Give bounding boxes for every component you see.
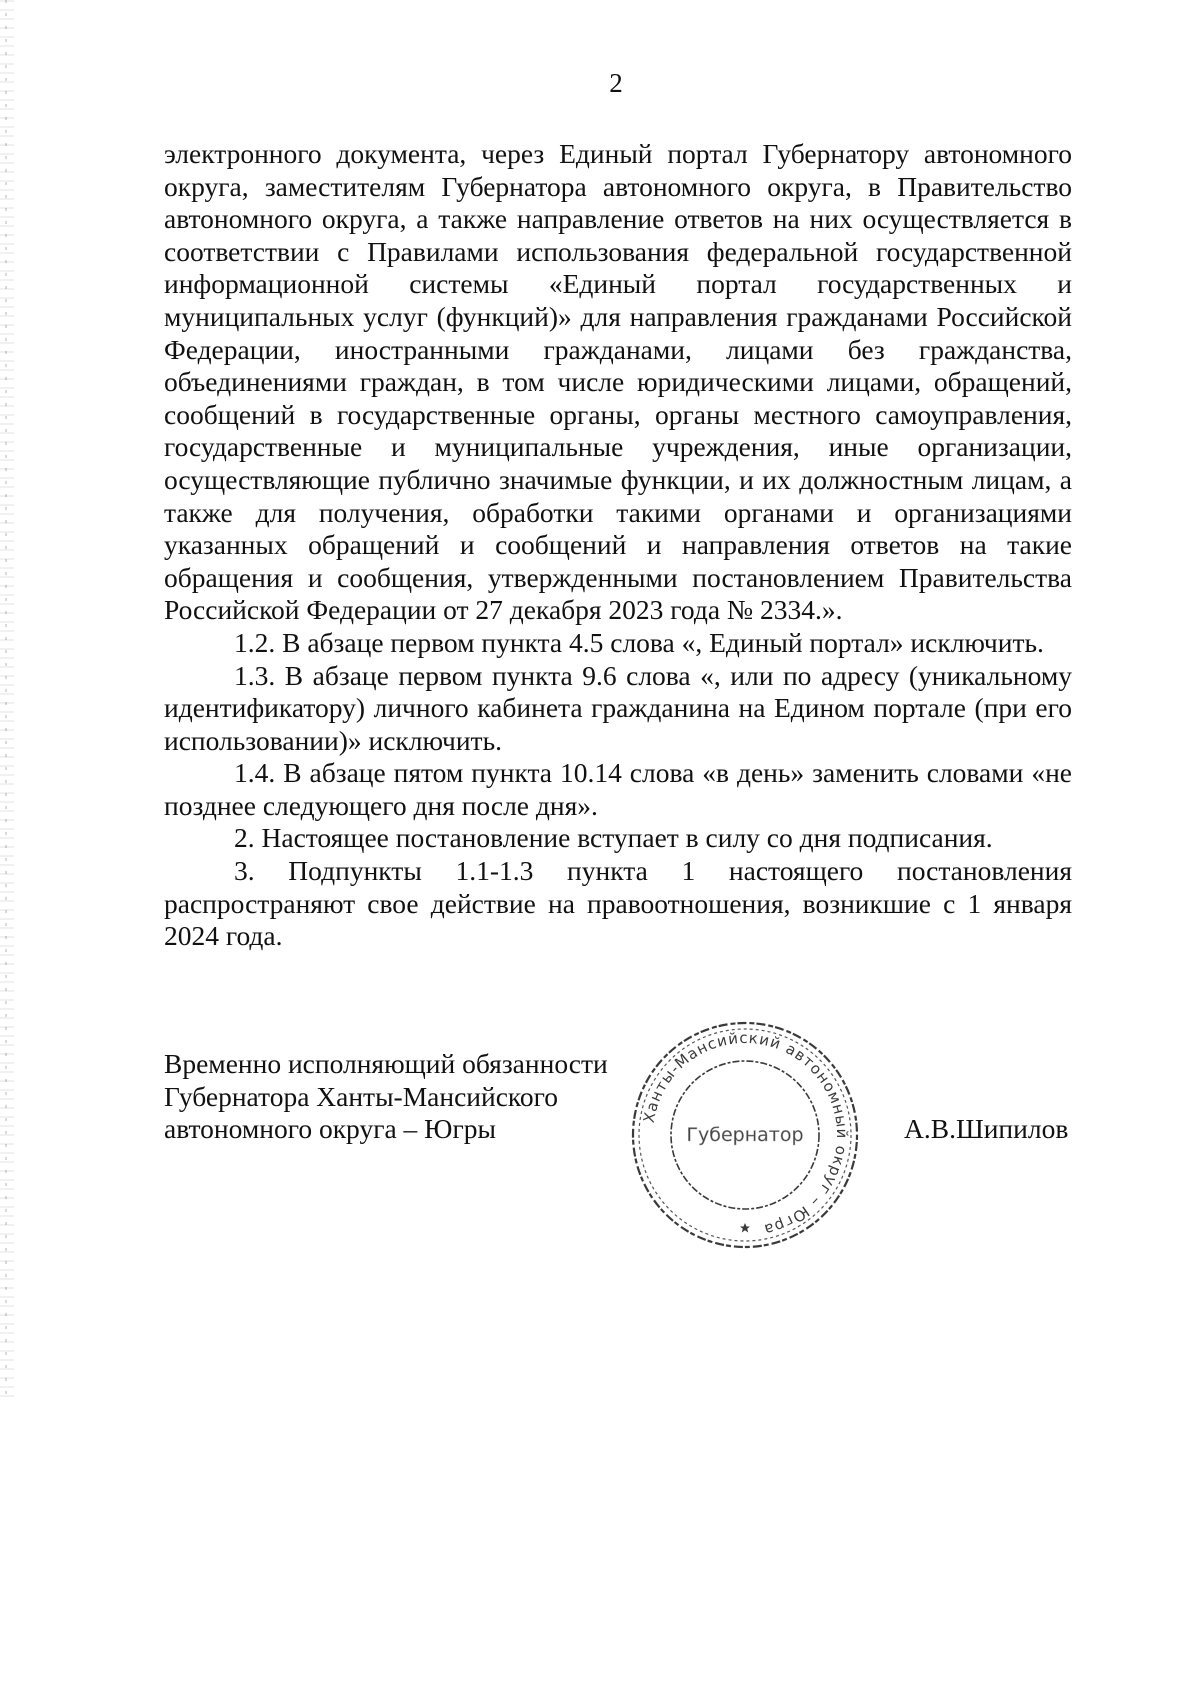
paragraph-1-4: 1.4. В абзаце пятом пункта 10.14 слова «в день» заменить словами «не позднее следующего дня после дня». xyxy=(164,757,1072,821)
document-body xyxy=(164,138,1072,953)
paragraph-2: 2. Настоящее постановление вступает в силу со дня подписания. xyxy=(234,822,993,854)
official-seal xyxy=(620,1010,870,1260)
paragraph-1-3: 1.3. В абзаце первом пункта 9.6 слова «, или по адресу (уникальному идентификатору) личного кабинета гражданина на Едином портале (при его использовании)» исключить. xyxy=(164,659,1072,756)
scan-edge-artifact-line xyxy=(5,0,7,1400)
star-icon xyxy=(740,1223,750,1233)
position-line-2: Губернатора Ханты-Мансийского xyxy=(164,1080,558,1112)
seal-ring-text: Ханты-Мансийский автономный округ – Югра xyxy=(639,1028,852,1240)
position-line-1: Временно исполняющий обязанности xyxy=(164,1048,608,1079)
paragraph-3: 3. Подпункты 1.1-1.3 пункта 1 настоящего постановления распространяют свое действие на правоотношения, возникшие с 1 января 2024 года. xyxy=(164,855,1072,952)
scan-edge-artifact xyxy=(0,0,14,1400)
paragraph-1-2: 1.2. В абзаце первом пункта 4.5 слова «, Единый портал» исключить. xyxy=(234,626,1044,658)
paragraph-continuation: электронного документа, через Единый портал Губернатору автономного округа, заместителям Губернатора автономного округа, в Правительство автономного округа, а также направление ответов на них осуществляется в соответствии с Правилами использования федеральной государственной информационной системы «Единый портал государственных и муниципальных услуг (функций)» для направления гражданами Российской Федерации, иностранными гражданами, лицами без гражданства, объединениями граждан, в том числе юридическими лицами, обращений, сообщений в государственные органы, органы местного самоуправления, государственные и муниципальные учреждения, иные организации, осуществляющие публично значимые функции, и их должностным лицам, а также для получения, обработки такими органами и организациями указанных обращений и сообщений и направления ответов на такие обращения и сообщения, утвержденными постановлением Правительства Российской Федерации от 27 декабря 2023 года № 2334.». xyxy=(164,138,1072,626)
signatory-name: А.В.Шипилов xyxy=(904,1113,1069,1144)
page-number: 2 xyxy=(609,68,623,98)
seal-center-text: Губернатор xyxy=(686,1124,804,1146)
signatory-position xyxy=(164,1048,608,1146)
position-line-3: автономного округа – Югры xyxy=(164,1113,496,1145)
